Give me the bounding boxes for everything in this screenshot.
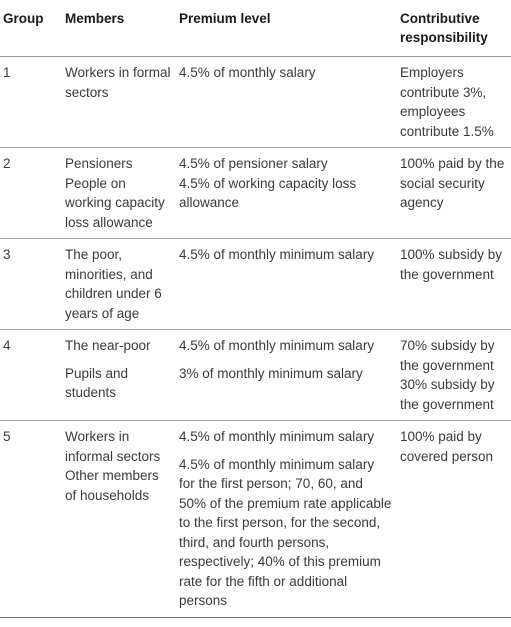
header-group: Group: [0, 0, 61, 57]
spacer: [65, 356, 171, 364]
responsibility-cell: [396, 57, 511, 148]
members-cell: [61, 239, 175, 330]
members-cell: [61, 148, 175, 239]
responsibility-cell: [396, 148, 511, 239]
premium-text: 4.5% of monthly minimum salary: [179, 338, 375, 353]
premium-cell: [175, 421, 396, 618]
premium-text: 4.5% of pensioner salary: [179, 156, 328, 171]
group-cell: 1: [0, 57, 61, 148]
header-premium-level: Premium level: [175, 0, 396, 57]
responsibility-text: 70% subsidy by the government: [400, 338, 495, 373]
members-text: People on working capacity loss allowance: [65, 175, 165, 230]
header-contributive-responsibility: Contributive responsibility: [396, 0, 511, 57]
table-row: [0, 239, 511, 330]
premium-text: 4.5% of monthly minimum salary for the first person; 70, 60, and 50% of the premium rate applicable to the first person, for the second, third, and fourth persons, respectively; 40% of this premium rate for the fifth or additional persons: [179, 456, 392, 608]
members-text: Workers in informal sectors: [65, 429, 161, 464]
premium-text: 4.5% of monthly salary: [179, 65, 316, 80]
responsibility-cell: [396, 239, 511, 330]
header-members: Members: [61, 0, 175, 57]
premium-text: 4.5% of working capacity loss allowance: [179, 175, 357, 210]
responsibility-text: 100% paid by the social security agency: [400, 156, 505, 210]
members-cell: [61, 57, 175, 148]
responsibility-cell: [396, 421, 511, 618]
responsibility-text: 100% subsidy by the government: [400, 247, 503, 282]
premium-cell: [175, 239, 396, 330]
responsibility-cell: [396, 330, 511, 421]
group-cell: 2: [0, 148, 61, 239]
members-text: The near-poor: [65, 338, 151, 353]
responsibility-text: 30% subsidy by the government: [400, 377, 495, 412]
premium-text: 4.5% of monthly minimum salary: [179, 429, 375, 444]
responsibility-text: 100% paid by covered person: [400, 429, 494, 464]
group-cell: 3: [0, 239, 61, 330]
header-row: [0, 0, 511, 57]
members-cell: [61, 421, 175, 618]
table-row: [0, 148, 511, 239]
premium-cell: [175, 57, 396, 148]
premium-text: 4.5% of monthly minimum salary: [179, 247, 375, 262]
spacer: [179, 447, 392, 455]
table-row: [0, 421, 511, 618]
members-text: Pensioners: [65, 156, 133, 171]
table-row: [0, 330, 511, 421]
group-cell: 5: [0, 421, 61, 618]
members-cell: [61, 330, 175, 421]
members-text: The poor, minorities, and children under 6 years of age: [65, 247, 162, 321]
table-row: [0, 57, 511, 148]
group-cell: 4: [0, 330, 61, 421]
members-text: Other members of households: [65, 468, 159, 503]
premium-text: 3% of monthly minimum salary: [179, 365, 363, 381]
spacer: [179, 356, 392, 364]
premium-cell: [175, 330, 396, 421]
premium-cell: [175, 148, 396, 239]
members-text: Pupils and students: [65, 365, 129, 400]
responsibility-text: Employers contribute 3%, employees contribute 1.5%: [400, 65, 494, 139]
members-text: Workers in formal sectors: [65, 65, 171, 100]
